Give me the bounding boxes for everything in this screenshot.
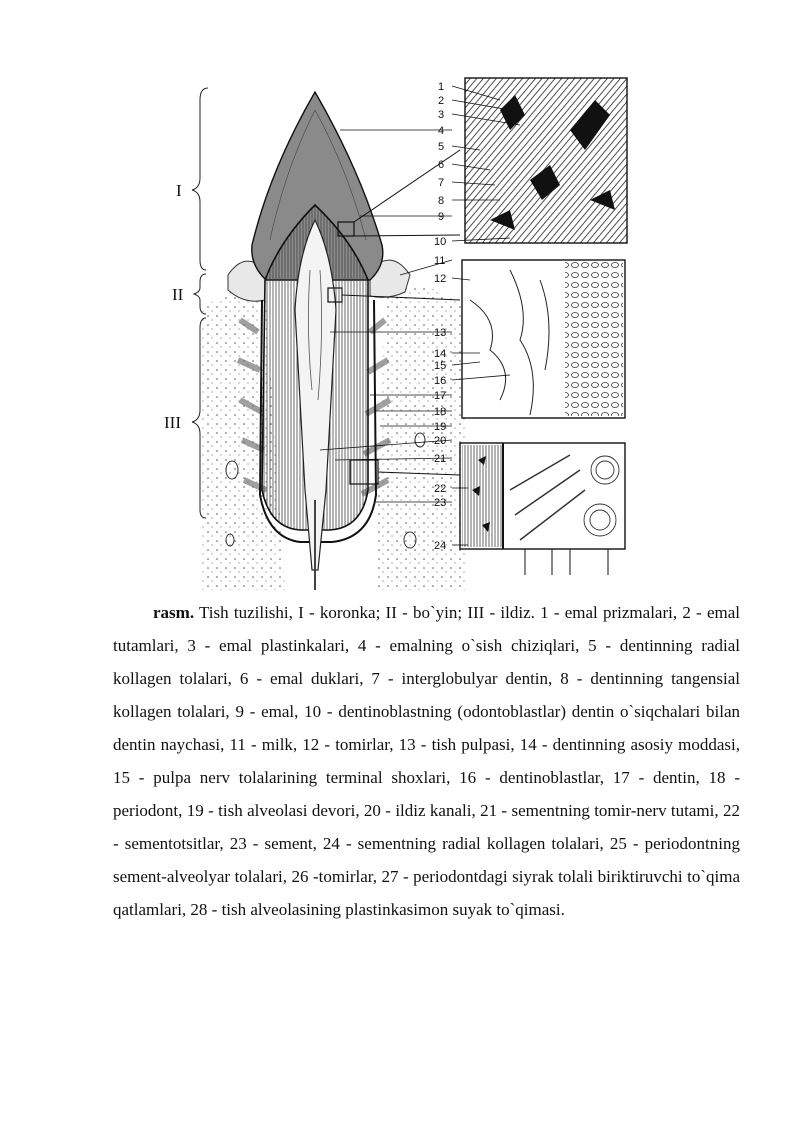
region-label-root: III: [164, 413, 181, 432]
callout-11: 11: [434, 255, 446, 267]
callout-20: 20: [434, 435, 447, 447]
inset-pulp: [462, 260, 625, 418]
callout-22: 22: [434, 483, 447, 495]
callout-1: 1: [438, 81, 445, 93]
callout-10: 10: [434, 236, 447, 248]
callout-5: 5: [438, 141, 445, 153]
callout-19: 19: [434, 421, 447, 433]
callout-16: 16: [434, 375, 447, 387]
callout-3: 3: [438, 109, 445, 121]
callout-14: 14: [434, 348, 447, 360]
callout-8: 8: [438, 195, 445, 207]
region-label-crown: I: [176, 181, 182, 200]
callout-24: 24: [434, 540, 447, 552]
callout-18: 18: [434, 406, 447, 418]
inset-enamel: [465, 78, 627, 243]
inset-cementum: [460, 443, 625, 575]
callout-4: 4: [438, 125, 445, 137]
figure-caption: [113, 596, 740, 926]
callout-6: 6: [438, 159, 445, 171]
callout-17: 17: [434, 390, 447, 402]
caption-text: Tish tuzilishi, I - koronka; II - bo`yin; III - ildiz. 1 - emal prizmalari, 2 - emal tutamlari, 3 - emal plastinkalari, 4 - emalning o`sish chiziqlari, 5 - dentinning radial kollagen tolalari, 6 - emal duklari, 7 - interglobulyar dentin, 8 - dentinning tangensial kollagen tolalari, 9 - emal, 10 - dentinoblastning (odontoblastlar) dentin o`siqchalari bilan dentin naychasi, 11 - milk, 12 - tomirlar, 13 - tish pulpasi, 14 - dentinning asosiy moddasi, 15 - pulpa nerv tolalarining terminal shoxlari, 16 - dentinoblastlar, 17 - dentin, 18 - periodont, 19 - tish alveolasi devori, 20 - ildiz kanali, 21 - sementning tomir-nerv tutami, 22 - sementotsitlar, 23 - sement, 24 - sementning radial kollagen tolalari, 25 - periodontning sement-alveolyar tolalari, 26 -tomirlar, 27 - periodontdagi siyrak tolali biriktiruvchi to`qima qatlamlari, 28 - tish alveolasining plastinkasimon suyak to`qimasi.: [113, 603, 740, 919]
callout-13: 13: [434, 327, 447, 339]
callout-7: 7: [438, 177, 445, 189]
caption-label: rasm.: [153, 603, 195, 622]
callout-21: 21: [434, 453, 447, 465]
tooth-structure-figure: [164, 70, 640, 590]
callout-12: 12: [434, 273, 447, 285]
callout-23: 23: [434, 497, 447, 509]
callout-2: 2: [438, 95, 445, 107]
callout-15: 15: [434, 360, 447, 372]
callout-9: 9: [438, 211, 445, 223]
region-label-neck: II: [172, 285, 184, 304]
